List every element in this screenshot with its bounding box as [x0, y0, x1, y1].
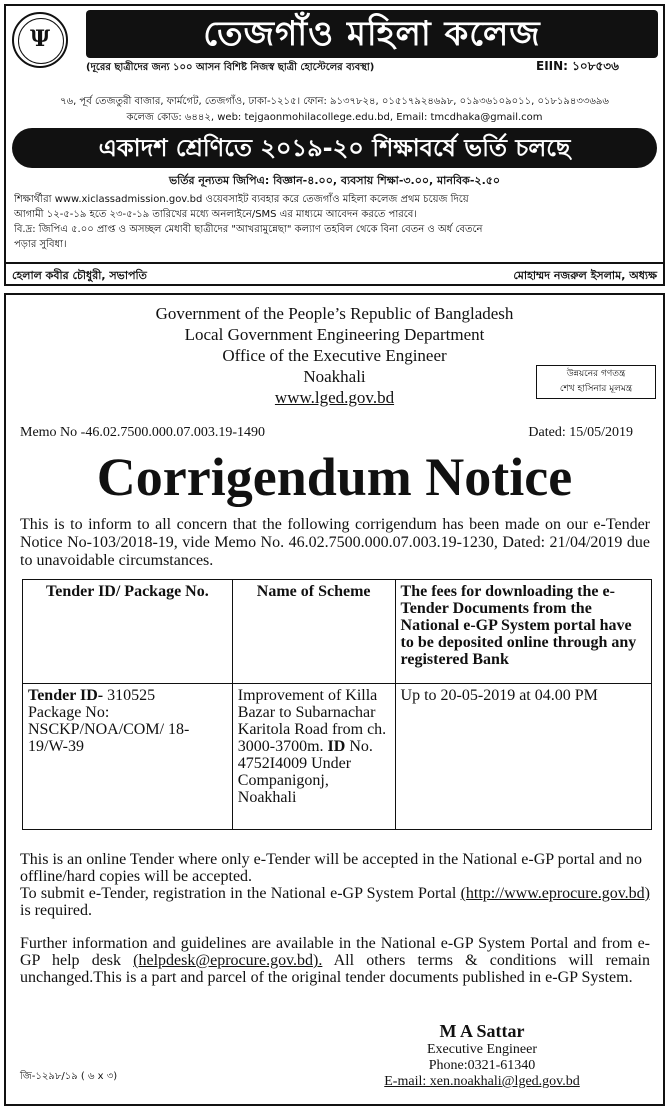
tender-table	[22, 579, 652, 830]
intro-paragraph: This is to inform to all concern that the following corrigendum has been made on our e-Tender Notice No-103/2018-19, vide Memo No. 46.02.7500.000.07.003.19-1230, Dated: 21/04/2019 due to unavoidable circumstances.	[20, 516, 650, 569]
eprocure-link[interactable]: (http://www.eprocure.gov.bd)	[460, 885, 650, 902]
college-address: ৭৬, পূর্ব তেজতুরী বাজার, ফার্মগেট, তেজগাঁও, ঢাকা-১২১৫। ফোন: ৯১৩৭৮২৪, ০১৫১৭৯২৪৬৯৮, ০১৯৩৬১০৯০১১, ০১৮১৯৪৩৩৬৯৬	[60, 96, 609, 107]
signatory-title: Executive Engineer	[426, 1042, 537, 1057]
cell-fee-deadline: Up to 20-05-2019 at 04.00 PM	[395, 684, 651, 830]
principal-name: মোহাম্মদ নজরুল ইসলাম, অধ্যক্ষ	[513, 269, 657, 282]
notice-title: Corrigendum Notice	[96, 447, 573, 507]
tender-id-value: 310525	[103, 687, 156, 704]
memo-date: Dated: 15/05/2019	[528, 425, 633, 440]
tender-id-label: Tender ID-	[28, 687, 104, 704]
college-name: তেজগাঁও মহিলা কলেজ	[86, 10, 658, 58]
header-line: Noakhali	[303, 367, 366, 386]
eiin-number: EIIN: ১০৮৫৩৬	[536, 59, 619, 73]
signature-block	[362, 1020, 602, 1090]
signatory-name: M A Sattar	[439, 1021, 525, 1041]
column-header-fees: The fees for downloading the e-Tender Documents from the National e-GP System portal have to be deposited online through any registered Bank	[395, 580, 651, 684]
scheme-id-label: ID	[327, 738, 346, 755]
column-header-tender-id: Tender ID/ Package No.	[23, 580, 233, 684]
online-tender-paragraph: This is an online Tender where only e-Tender will be accepted in the National e-GP portal and no offline/hard copies will be accepted.	[20, 851, 642, 885]
table-header-row	[23, 580, 652, 684]
scheme-description: Improvement of Killa Bazar to Subarnachar Karitola Road from ch. 3000-3700m.	[237, 687, 387, 755]
guidelines-paragraph	[20, 935, 650, 986]
header-line: Local Government Engineering Department	[184, 325, 485, 344]
college-admission-ad	[4, 4, 665, 286]
registration-paragraph	[20, 885, 650, 919]
guidelines-end: All others terms & conditions will remain unchanged.This is a part and parcel of the original tender documents published in e-GP System.	[20, 952, 650, 986]
ad-body-line: পড়ার সুবিধা।	[14, 239, 67, 250]
ad-header	[6, 6, 663, 72]
helpdesk-email-link[interactable]: (helpdesk@eprocure.gov.bd).	[133, 952, 323, 969]
ad-body-line: বি.দ্র: জিপিএ ৫.০০ প্রাপ্ত ও অসচ্ছল মেধাবী ছাত্রীদের "আখরামুন্নেছা" কল্যাণ তহবিল থেকে বিনা বেতন ও অর্ধ বেতনে	[14, 224, 483, 235]
column-header-scheme: Name of Scheme	[232, 580, 395, 684]
slogan-line: শেখ হাসিনার মূলমন্ত্র	[559, 384, 633, 394]
slogan-box	[536, 365, 656, 399]
admission-banner: একাদশ শ্রেণিতে ২০১৯-২০ শিক্ষাবর্ষে ভর্তি চলছে	[12, 128, 657, 168]
ad-body-line: আগামী ১২-৫-১৯ হতে ২৩-৫-১৯ তারিখের মধ্যে অনলাইনে/SMS এর মাধ্যমে আবেদন করতে পারবে।	[14, 209, 417, 220]
publication-code: জি-১২৯৮/১৯ ( ৬ x ৩)	[20, 1071, 118, 1082]
college-seal-logo	[12, 12, 68, 68]
president-name: হেলাল কবীর চৌধুরী, সভাপতি	[12, 269, 147, 282]
header-line: Government of the People’s Republic of Bangladesh	[155, 304, 514, 323]
signatory-phone: Phone:0321-61340	[428, 1058, 536, 1073]
ad-body-text	[14, 192, 656, 252]
corrigendum-notice	[4, 293, 665, 1106]
ad-footer	[6, 262, 663, 284]
college-web-email: কলেজ কোড: ৬৪৪২, web: tejgaonmohilacollege.edu.bd, Email: tmcdhaka@gmail.com	[126, 112, 543, 123]
signatory-email[interactable]: E-mail: xen.noakhali@lged.gov.bd	[384, 1074, 580, 1089]
table-row	[23, 684, 652, 830]
slogan-line: উন্নয়নের গণতন্ত্র	[566, 369, 626, 379]
header-line: Office of the Executive Engineer	[222, 346, 447, 365]
hostel-line: (দূরের ছাত্রীদের জন্য ১০০ আসন বিশিষ্ট নিজস্ব ছাত্রী হোস্টেলের ব্যবস্থা)	[86, 62, 375, 73]
scheme-id-value: No. 4752I4009 Under Companigonj, Noakhali	[237, 738, 373, 806]
package-number: Package No: NSCKP/NOA/COM/ 18- 19/W-39	[28, 704, 190, 755]
registration-end: is required.	[20, 902, 92, 919]
guidelines-text: Further information and guidelines are available in the National e-GP System Portal and from e-GP help desk	[20, 935, 650, 969]
memo-number: Memo No -46.02.7500.000.07.003.19-1490	[20, 425, 265, 440]
cell-scheme	[232, 684, 395, 830]
lged-website-link[interactable]: www.lged.gov.bd	[274, 388, 395, 407]
registration-text: To submit e-Tender, registration in the National e-GP System Portal	[20, 885, 457, 902]
cell-tender-id	[23, 684, 233, 830]
ad-body-line: শিক্ষার্থীরা www.xiclassadmission.gov.bd ওয়েবসাইট ব্যবহার করে তেজগাঁও মহিলা কলেজ প্রথম চয়েজ দিয়ে	[14, 194, 469, 205]
minimum-gpa-line: ভর্তির নূন্যতম জিপিএ: বিজ্ঞান-৪.০০, ব্যবসায় শিক্ষা-৩.০০, মানবিক-২.৫০	[168, 174, 501, 187]
